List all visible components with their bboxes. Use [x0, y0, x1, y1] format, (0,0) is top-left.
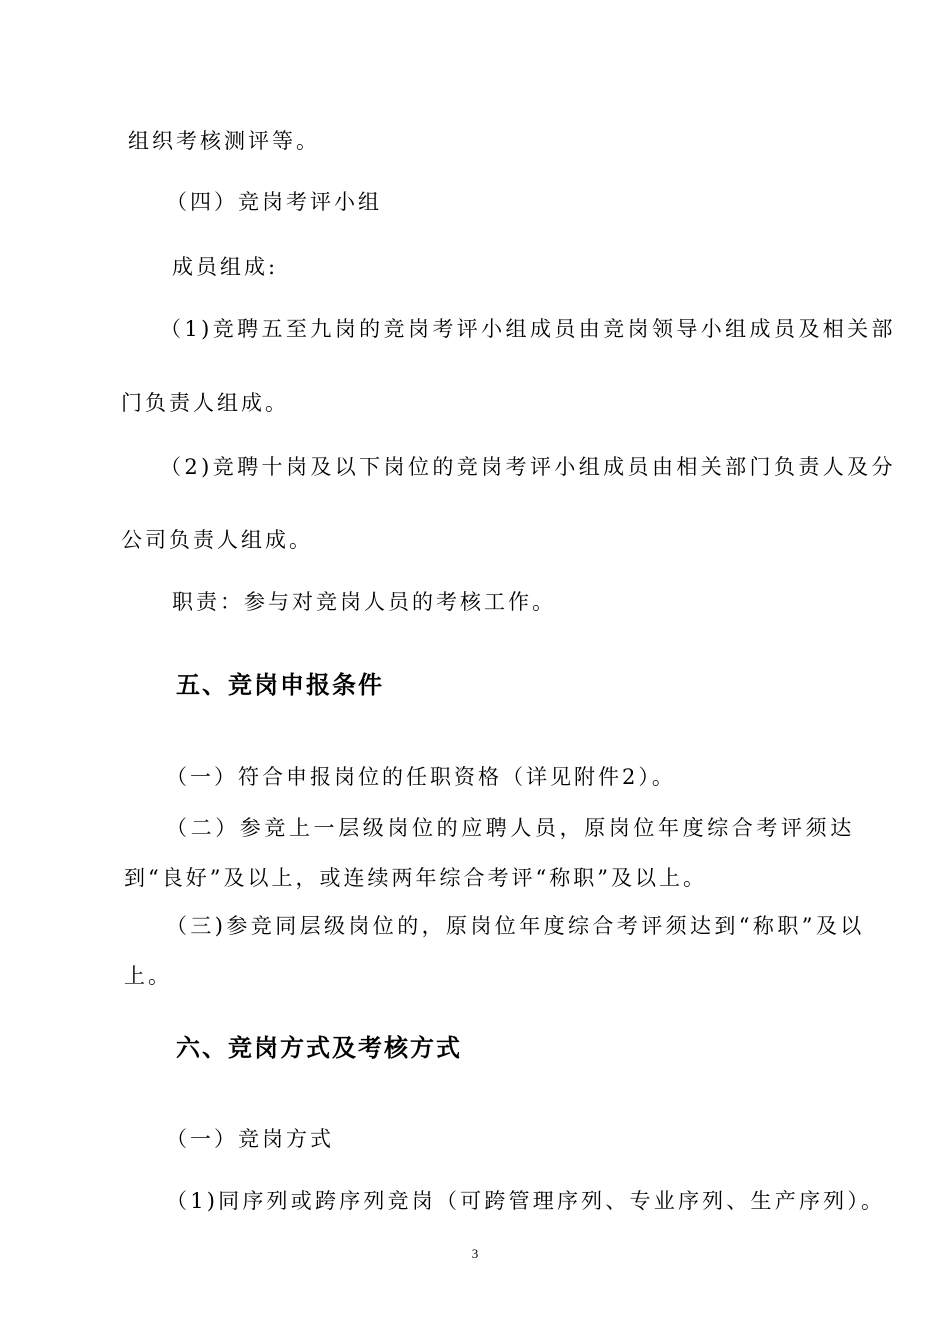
text-line-cond-3b: 上。 [124, 964, 172, 988]
text-line-item-2a: （2)竞聘十岗及以下岗位的竞岗考评小组成员由相关部门负责人及分 [160, 455, 896, 479]
text-line-cond-1: （一）符合申报岗位的任职资格（详见附件2）。 [166, 765, 676, 789]
section-heading-6: 六、竞岗方式及考核方式 [176, 1034, 462, 1062]
text-line-cond-2b: 到“良好”及以上，或连续两年综合考评“称职”及以上。 [124, 866, 707, 890]
subsection-heading-4: （四）竞岗考评小组 [166, 190, 382, 214]
text-line-members: 成员组成: [172, 255, 279, 279]
text-line-method-1: （1)同序列或跨序列竞岗（可跨管理序列、专业序列、生产序列）。 [166, 1189, 886, 1213]
text-line-1: 组织考核测评等。 [128, 129, 320, 153]
page-number: 3 [471, 1246, 479, 1261]
section-heading-5: 五、竞岗申报条件 [176, 671, 384, 699]
text-line-item-1b: 门负责人组成。 [121, 391, 289, 415]
text-line-item-2b: 公司负责人组成。 [121, 528, 313, 552]
text-line-item-1a: （1)竞聘五至九岗的竞岗考评小组成员由竞岗领导小组成员及相关部 [160, 317, 896, 341]
text-line-duties: 职责：参与对竞岗人员的考核工作。 [172, 590, 556, 614]
subsection-heading-method: （一）竞岗方式 [166, 1127, 334, 1151]
text-line-cond-2a: （二）参竞上一层级岗位的应聘人员，原岗位年度综合考评须达 [166, 816, 855, 840]
text-line-cond-3a: （三)参竞同层级岗位的，原岗位年度综合考评须达到“称职”及以 [166, 914, 865, 938]
